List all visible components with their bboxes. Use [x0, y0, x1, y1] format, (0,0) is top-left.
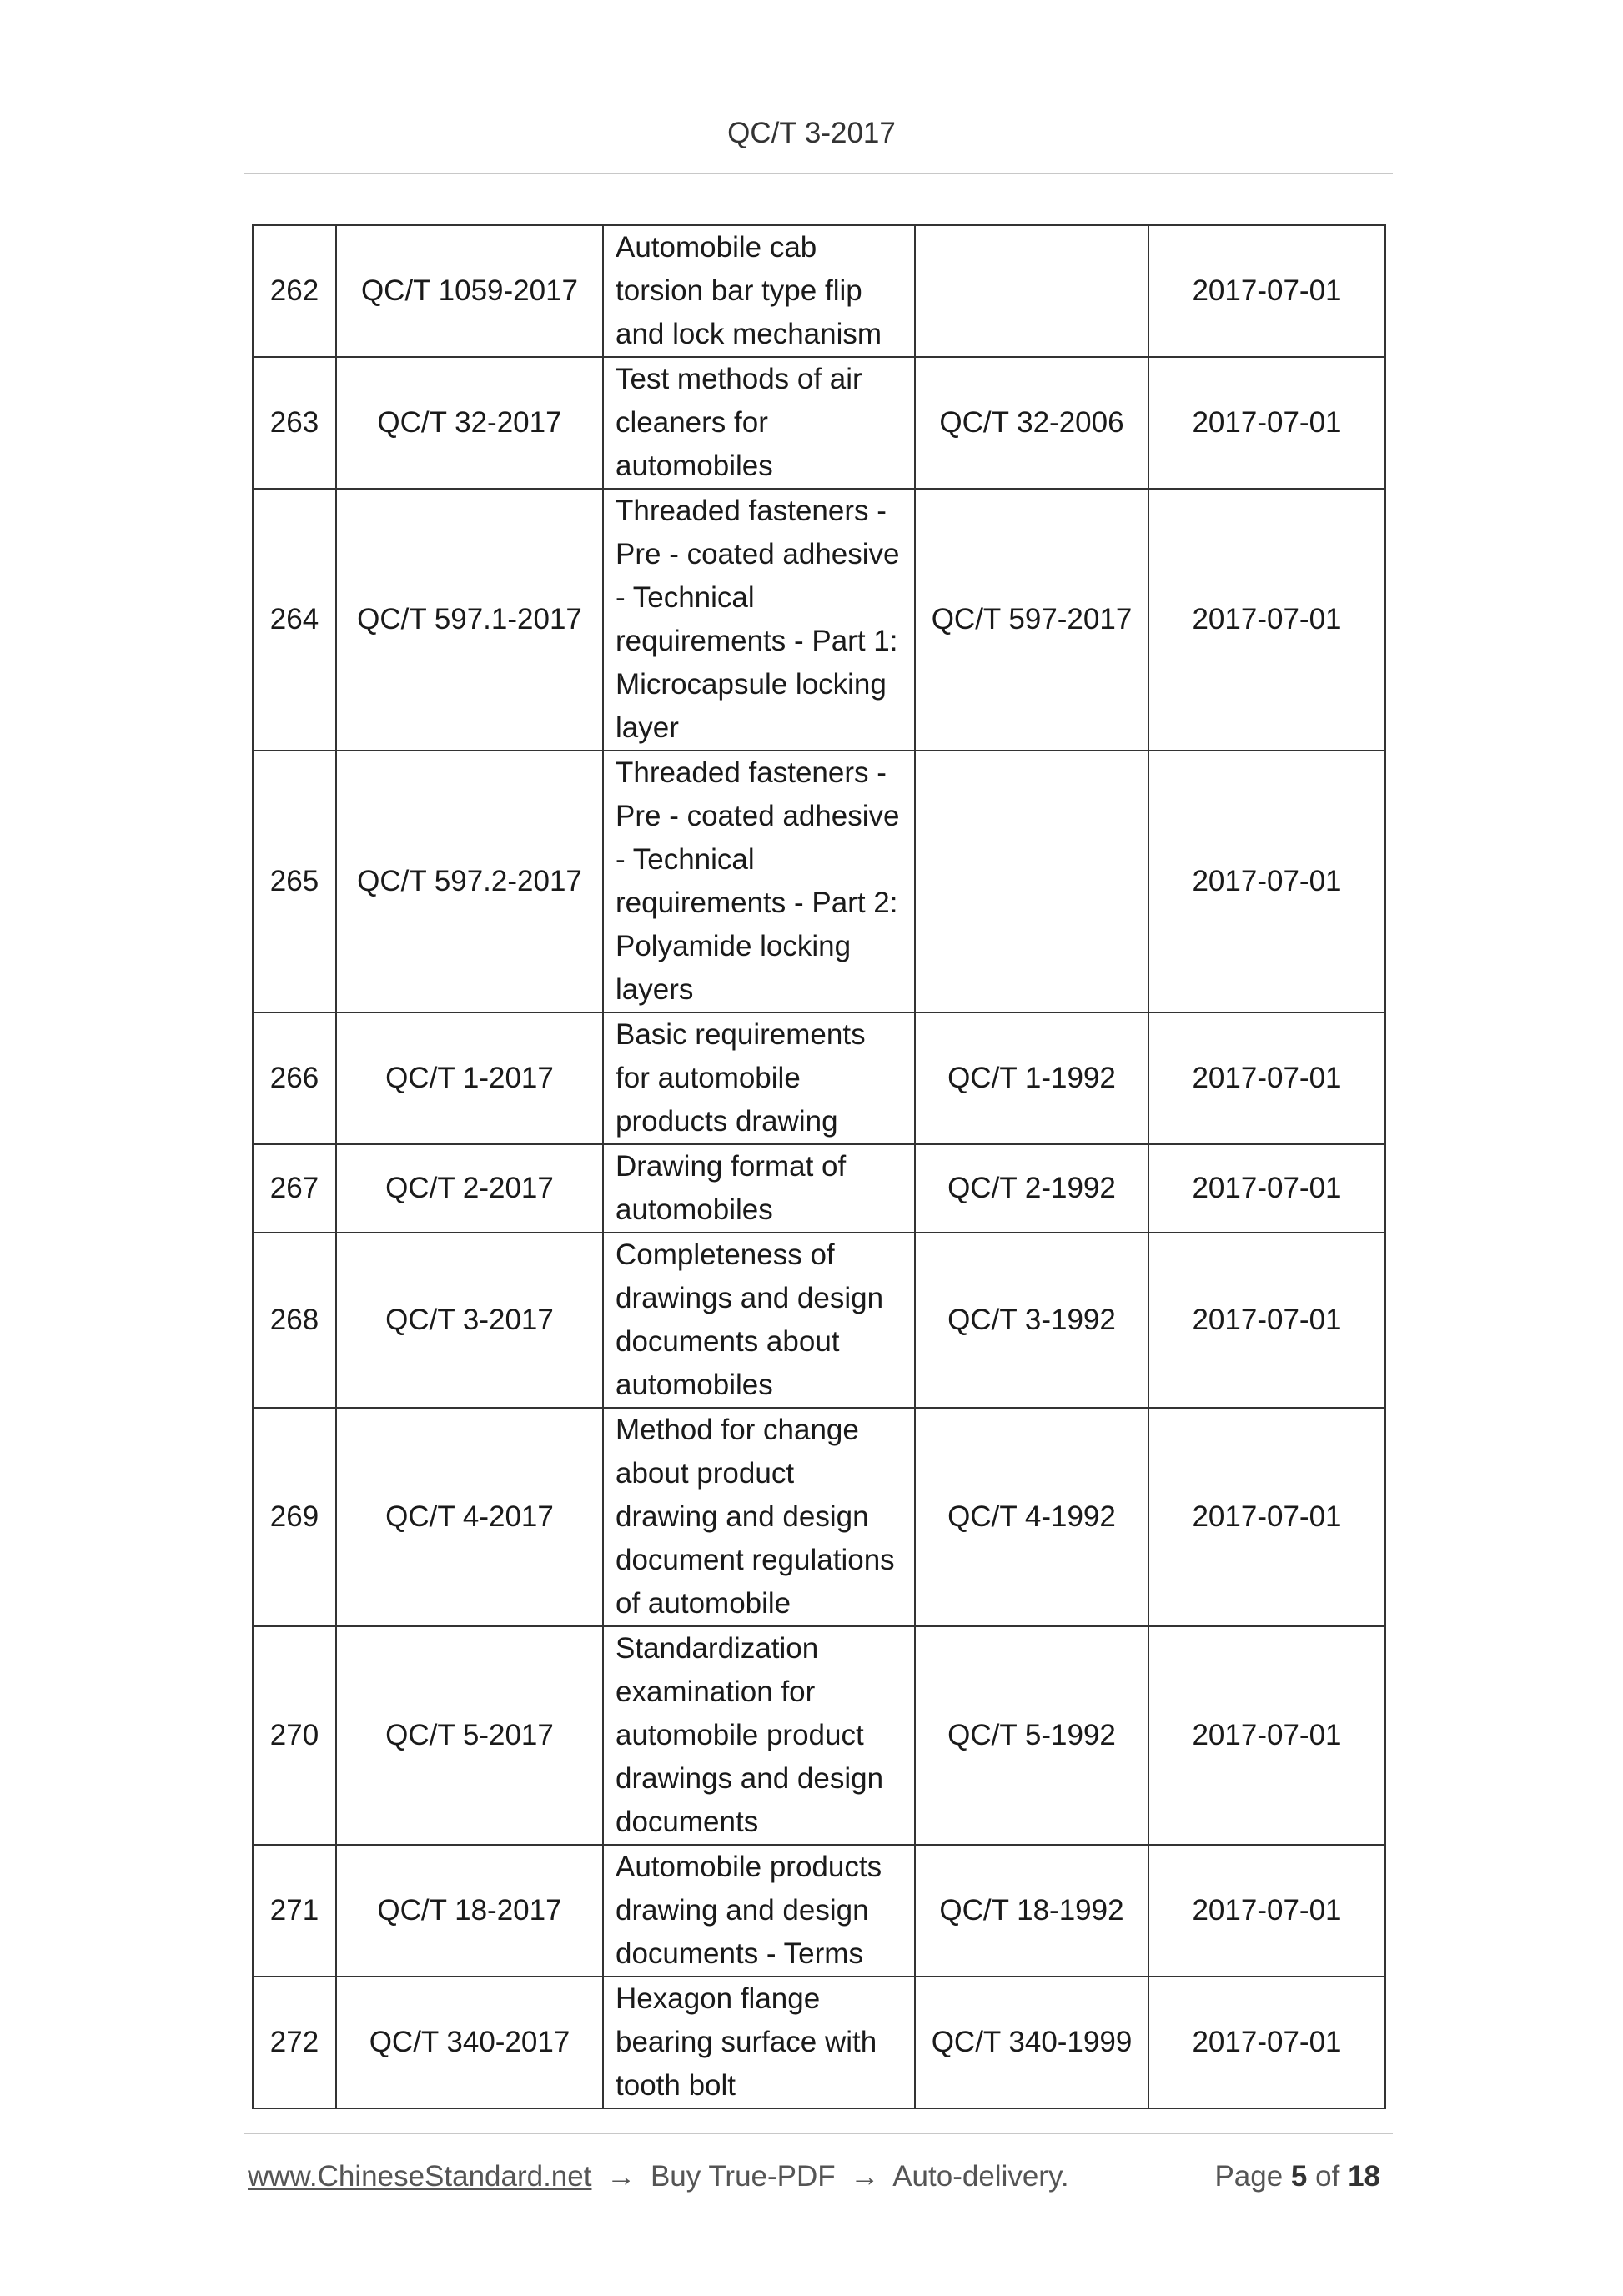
- row-number: 271: [253, 1845, 336, 1977]
- table-row: [253, 1012, 1385, 1144]
- of-label: of: [1315, 2160, 1340, 2193]
- implementation-date: 2017-07-01: [1148, 1144, 1385, 1233]
- standard-code: QC/T 597.2-2017: [336, 751, 603, 1012]
- implementation-date: 2017-07-01: [1148, 357, 1385, 489]
- replaced-standard: QC/T 3-1992: [915, 1233, 1148, 1408]
- replaced-standard: QC/T 597-2017: [915, 489, 1148, 751]
- implementation-date: 2017-07-01: [1148, 489, 1385, 751]
- implementation-date: 2017-07-01: [1148, 1012, 1385, 1144]
- row-number: 268: [253, 1233, 336, 1408]
- site-link[interactable]: www.ChineseStandard.net: [248, 2160, 592, 2193]
- implementation-date: 2017-07-01: [1148, 1845, 1385, 1977]
- document-header-title: QC/T 3-2017: [727, 117, 896, 149]
- row-number: 272: [253, 1977, 336, 2108]
- header-divider: [244, 173, 1393, 174]
- row-number: 263: [253, 357, 336, 489]
- replaced-standard: QC/T 2-1992: [915, 1144, 1148, 1233]
- page-footer: [248, 2153, 1380, 2200]
- buy-true-pdf-text: Buy True-PDF: [650, 2160, 836, 2193]
- replaced-standard: QC/T 1-1992: [915, 1012, 1148, 1144]
- standard-code: QC/T 4-2017: [336, 1408, 603, 1626]
- row-number: 267: [253, 1144, 336, 1233]
- footer-divider: [244, 2133, 1393, 2134]
- standard-code: QC/T 32-2017: [336, 357, 603, 489]
- table-row: [253, 489, 1385, 751]
- arrow-right-icon: →: [606, 2160, 636, 2193]
- table-row: [253, 1626, 1385, 1845]
- implementation-date: 2017-07-01: [1148, 751, 1385, 1012]
- table-row: [253, 1233, 1385, 1408]
- replaced-standard: QC/T 4-1992: [915, 1408, 1148, 1626]
- table-row: [253, 751, 1385, 1012]
- standard-name: Threaded fasteners - Pre - coated adhesive - Technical requirements - Part 1: Microcapsule locking layer: [603, 489, 915, 751]
- replaced-standard: QC/T 18-1992: [915, 1845, 1148, 1977]
- replaced-standard: [915, 225, 1148, 357]
- row-number: 264: [253, 489, 336, 751]
- standard-name: Automobile products drawing and design documents - Terms: [603, 1845, 915, 1977]
- table-row: [253, 357, 1385, 489]
- arrow-right-icon: →: [850, 2160, 880, 2193]
- standard-name: Method for change about product drawing and design document regulations of automobile: [603, 1408, 915, 1626]
- auto-delivery-text: Auto-delivery.: [892, 2160, 1069, 2193]
- footer-promo: [248, 2153, 1069, 2200]
- implementation-date: 2017-07-01: [1148, 1408, 1385, 1626]
- row-number: 269: [253, 1408, 336, 1626]
- standards-table: [252, 224, 1386, 2109]
- row-number: 270: [253, 1626, 336, 1845]
- standard-code: QC/T 1059-2017: [336, 225, 603, 357]
- table-row: [253, 1845, 1385, 1977]
- standard-name: Test methods of air cleaners for automobiles: [603, 357, 915, 489]
- row-number: 265: [253, 751, 336, 1012]
- page-indicator: [1214, 2153, 1380, 2200]
- standard-code: QC/T 340-2017: [336, 1977, 603, 2108]
- standard-code: QC/T 597.1-2017: [336, 489, 603, 751]
- table-row: [253, 1977, 1385, 2108]
- replaced-standard: QC/T 340-1999: [915, 1977, 1148, 2108]
- standard-code: QC/T 3-2017: [336, 1233, 603, 1408]
- replaced-standard: QC/T 5-1992: [915, 1626, 1148, 1845]
- implementation-date: 2017-07-01: [1148, 1626, 1385, 1845]
- standard-name: Completeness of drawings and design documents about automobiles: [603, 1233, 915, 1408]
- current-page-number: 5: [1290, 2160, 1308, 2193]
- implementation-date: 2017-07-01: [1148, 1233, 1385, 1408]
- replaced-standard: [915, 751, 1148, 1012]
- page-label: Page: [1214, 2160, 1284, 2193]
- row-number: 266: [253, 1012, 336, 1144]
- standard-name: Drawing format of automobiles: [603, 1144, 915, 1233]
- table-row: [253, 1144, 1385, 1233]
- total-page-number: 18: [1348, 2160, 1380, 2193]
- standard-name: Threaded fasteners - Pre - coated adhesive - Technical requirements - Part 2: Polyamide locking layers: [603, 751, 915, 1012]
- replaced-standard: QC/T 32-2006: [915, 357, 1148, 489]
- standard-code: QC/T 18-2017: [336, 1845, 603, 1977]
- standard-code: QC/T 5-2017: [336, 1626, 603, 1845]
- implementation-date: 2017-07-01: [1148, 225, 1385, 357]
- standard-name: Standardization examination for automobile product drawings and design documents: [603, 1626, 915, 1845]
- standard-name: Automobile cab torsion bar type flip and lock mechanism: [603, 225, 915, 357]
- standard-code: QC/T 1-2017: [336, 1012, 603, 1144]
- standard-name: Basic requirements for automobile products drawing: [603, 1012, 915, 1144]
- implementation-date: 2017-07-01: [1148, 1977, 1385, 2108]
- row-number: 262: [253, 225, 336, 357]
- table-row: [253, 1408, 1385, 1626]
- standard-code: QC/T 2-2017: [336, 1144, 603, 1233]
- table-row: [253, 225, 1385, 357]
- standard-name: Hexagon flange bearing surface with tooth bolt: [603, 1977, 915, 2108]
